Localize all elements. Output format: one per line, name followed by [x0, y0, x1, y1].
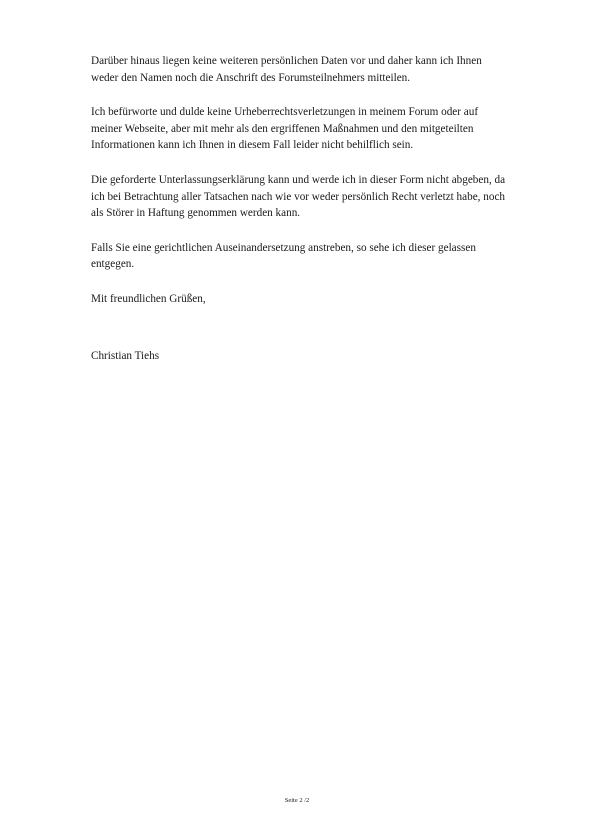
page-number-footer: Seite 2 /2 [284, 797, 310, 804]
letter-body [91, 53, 511, 364]
paragraph-personal-data: Darüber hinaus liegen keine weiteren persönlichen Daten vor und daher kann ich Ihnen weder den Namen noch die Anschrift des Forumsteilnehmers mitteilen. [91, 55, 482, 84]
paragraph-copyright: Ich befürworte und dulde keine Urheberrechtsverletzungen in meinem Forum oder auf meiner Webseite, aber mit mehr als den ergriffenen Maßnahmen und den mitgeteilten Informationen kann ich Ihnen in diesem Fall leider nicht behilflich sein. [91, 106, 479, 152]
paragraph-court: Falls Sie eine gerichtlichen Auseinandersetzung anstreben, so sehe ich dieser gelassen entgegen. [91, 241, 476, 271]
paragraph-cease-and-desist: Die geforderte Unterlassungserklärung kann und werde ich in dieser Form nicht abgeben, da ich bei Betrachtung aller Tatsachen nach wie vor weder persönlich Recht verletzt habe, noch als Störer in Haftung genommen werden kann. [91, 173, 506, 220]
signature-name: Christian Tiehs [91, 349, 160, 362]
closing-greeting: Mit freundlichen Grüßen, [91, 292, 206, 305]
